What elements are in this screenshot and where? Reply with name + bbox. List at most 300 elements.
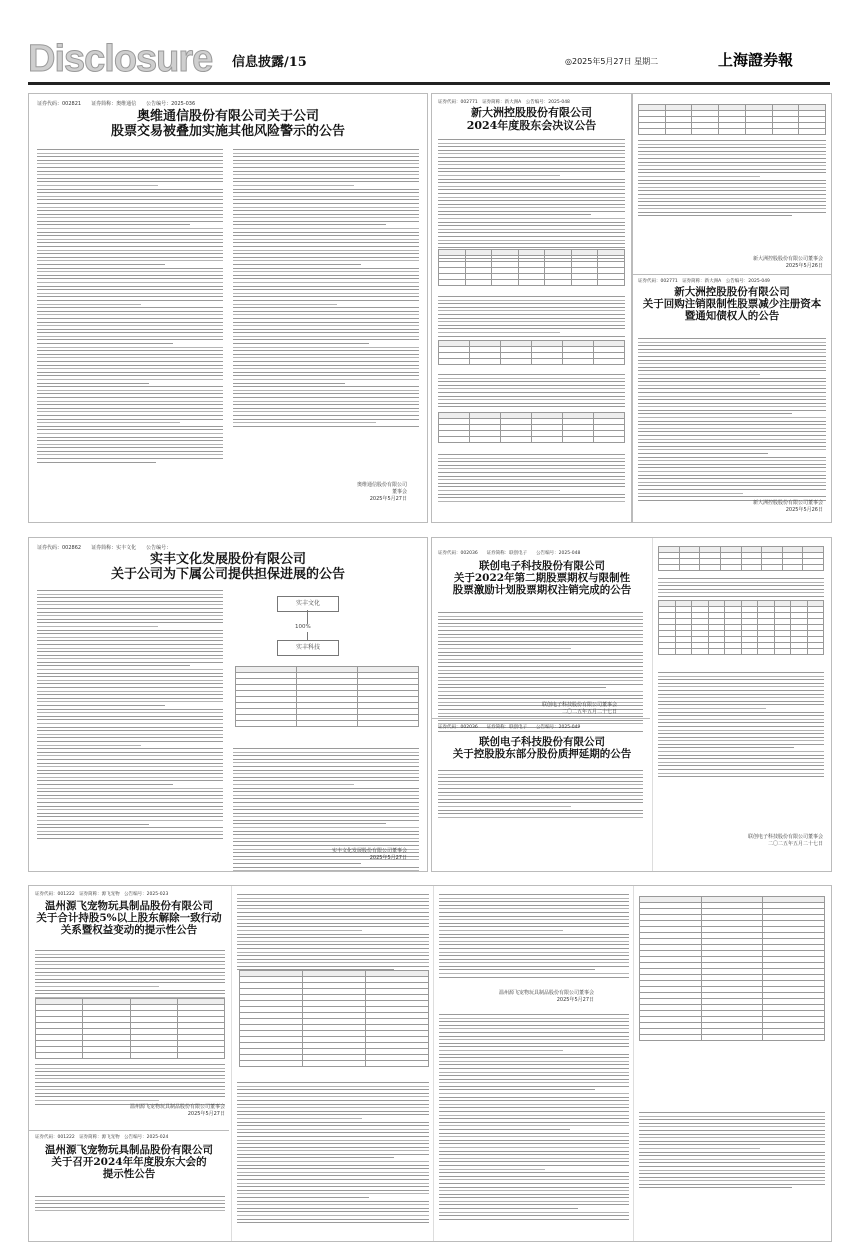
text-line [37, 282, 223, 283]
text-line [37, 723, 223, 724]
text-line [439, 1028, 629, 1029]
text-line [37, 408, 223, 409]
text-line [233, 870, 419, 871]
announcement-body-2 [35, 1064, 225, 1107]
text-line [658, 744, 824, 745]
text-line [233, 286, 419, 287]
text-line [37, 419, 223, 420]
text-line [438, 200, 625, 201]
text-line [439, 1140, 629, 1141]
text-line [237, 1215, 429, 1216]
text-line [37, 325, 223, 326]
text-line [638, 381, 826, 382]
table-cell [803, 565, 824, 571]
text-line [37, 440, 223, 441]
text-line [37, 199, 223, 200]
text-line [438, 314, 625, 315]
text-line [233, 239, 419, 240]
text-line [35, 957, 225, 958]
text-line [438, 644, 643, 645]
table-cell [725, 649, 742, 655]
table-cell [665, 129, 692, 135]
text-line [233, 174, 419, 175]
text-line [638, 215, 792, 216]
text-line [438, 501, 625, 502]
text-line [638, 144, 826, 145]
text-line [439, 973, 629, 974]
table-cell [791, 649, 808, 655]
org-chart-connector [307, 610, 308, 624]
announcement-body-4 [438, 454, 625, 504]
text-line [639, 1126, 825, 1127]
table-cell [236, 721, 297, 727]
text-line [233, 401, 419, 402]
text-line [439, 1122, 629, 1123]
text-line [439, 1125, 629, 1126]
text-line [237, 1186, 429, 1187]
text-line [638, 140, 826, 141]
text-line [37, 806, 223, 807]
text-line [237, 1183, 429, 1184]
text-line [233, 748, 419, 749]
text-line [438, 161, 625, 162]
text-line [233, 372, 419, 373]
text-line [438, 476, 625, 477]
text-line [35, 964, 225, 965]
text-line [37, 228, 223, 229]
announcement-body [638, 338, 826, 503]
text-line [233, 368, 419, 369]
text-line [439, 969, 595, 970]
table-cell [758, 649, 775, 655]
text-line [438, 229, 625, 230]
text-line [439, 1097, 629, 1098]
table-cell [640, 1035, 702, 1041]
text-line [438, 770, 643, 771]
table-cell [439, 359, 470, 365]
text-line [438, 399, 625, 400]
text-line [439, 1183, 629, 1184]
text-line [35, 961, 225, 962]
text-line [233, 332, 419, 333]
text-line [35, 1086, 225, 1087]
text-line [439, 944, 629, 945]
text-line [233, 823, 386, 824]
table-cell [807, 649, 824, 655]
text-line [237, 1086, 429, 1087]
holding-table [35, 998, 225, 1059]
announcement-title-2: 联创电子科技股份有限公司 关于控股股东部分股份质押延期的公告 [452, 736, 632, 761]
signature: 联创电子科技股份有限公司董事会 二〇二五年五月二十七日 [542, 702, 618, 715]
text-line [438, 813, 643, 814]
text-line [237, 1201, 429, 1202]
text-line [37, 644, 223, 645]
continued-body [638, 140, 826, 219]
table-cell [563, 437, 594, 443]
text-line [439, 977, 629, 978]
text-line [438, 472, 625, 473]
text-line [37, 192, 223, 193]
text-line [237, 1172, 429, 1173]
text-line [638, 431, 826, 432]
table-cell [701, 1035, 763, 1041]
text-line [438, 648, 571, 649]
announcement-title-2: 温州源飞宠物玩具制品股份有限公司 关于召开2024年年度股东大会的 提示性公告 [45, 1144, 213, 1181]
text-line [638, 396, 826, 397]
text-line [233, 214, 419, 215]
table-row [640, 1035, 825, 1041]
text-line [438, 214, 591, 215]
text-line [233, 773, 419, 774]
table-cell [692, 129, 719, 135]
text-line [439, 1075, 629, 1076]
text-line [37, 278, 223, 279]
text-line [233, 379, 419, 380]
table-cell [358, 721, 419, 727]
table-cell [774, 649, 791, 655]
text-line [35, 1078, 225, 1079]
proposal-table [239, 970, 429, 1067]
text-line [37, 651, 223, 652]
text-line [37, 210, 223, 211]
text-line [237, 1136, 429, 1137]
text-line [438, 175, 560, 176]
text-line [37, 759, 223, 760]
text-line [233, 802, 419, 803]
text-line [438, 197, 625, 198]
table-cell [762, 565, 783, 571]
text-line [233, 354, 419, 355]
text-line [439, 1212, 629, 1213]
text-line [438, 218, 625, 219]
table-cell [465, 280, 492, 286]
text-line [237, 905, 429, 906]
text-line [37, 275, 223, 276]
text-line [438, 655, 643, 656]
announcement-title: 新大洲控股股份有限公司 2024年度股东会决议公告 [466, 106, 597, 132]
text-line [439, 1219, 629, 1220]
text-line [37, 393, 223, 394]
text-line [37, 350, 223, 351]
text-line [439, 1118, 629, 1119]
text-line [639, 1180, 825, 1181]
table-cell [177, 1053, 224, 1059]
text-line [37, 415, 223, 416]
text-line [37, 221, 223, 222]
text-line [37, 322, 223, 323]
text-line [37, 791, 223, 792]
text-line [638, 176, 760, 177]
text-line [37, 831, 223, 832]
text-line [638, 165, 826, 166]
text-line [237, 901, 429, 902]
text-line [439, 926, 629, 927]
text-line [438, 623, 643, 624]
text-line [658, 704, 824, 705]
text-line [439, 934, 629, 935]
text-line [237, 1147, 429, 1148]
text-line [237, 934, 429, 935]
announcement-title: 实丰文化发展股份有限公司 关于公司为下属公司提供担保进展的公告 [110, 552, 345, 582]
text-line [638, 482, 826, 483]
text-line [233, 260, 419, 261]
signature-2: 联创电子科技股份有限公司董事会 二〇二五年五月二十七日 [747, 834, 823, 847]
text-line [37, 748, 223, 749]
text-line [438, 616, 643, 617]
text-line [233, 419, 419, 420]
text-line [658, 708, 766, 709]
announcement-body [438, 139, 625, 261]
text-line [233, 365, 419, 366]
text-line [439, 1093, 629, 1094]
text-line [438, 612, 643, 613]
text-line [439, 1032, 629, 1033]
text-line [438, 691, 643, 692]
text-line [439, 912, 629, 913]
text-line [233, 386, 419, 387]
text-line [37, 379, 223, 380]
text-line [233, 156, 419, 157]
text-line [37, 615, 223, 616]
text-line [37, 447, 223, 448]
text-line [639, 1162, 825, 1163]
text-line [439, 1021, 629, 1022]
text-line [37, 608, 223, 609]
text-line [37, 271, 223, 272]
text-line [35, 975, 225, 976]
text-line [37, 712, 223, 713]
text-line [233, 838, 419, 839]
text-line [37, 257, 223, 258]
announcement-body [438, 612, 643, 734]
text-line [233, 841, 419, 842]
text-line [37, 687, 223, 688]
announcement-body-2 [438, 296, 625, 339]
text-line [439, 966, 629, 967]
text-line [638, 442, 826, 443]
text-line [638, 417, 826, 418]
text-line [37, 411, 223, 412]
text-line [233, 217, 419, 218]
text-line [233, 300, 419, 301]
text-line [233, 777, 419, 778]
text-line [438, 207, 625, 208]
text-line [233, 271, 419, 272]
text-line [37, 655, 223, 656]
text-line [439, 1082, 629, 1083]
table-cell [470, 437, 501, 443]
text-line [37, 264, 165, 265]
text-line [639, 1116, 825, 1117]
text-line [35, 979, 225, 980]
text-line [237, 1150, 429, 1151]
text-line [233, 153, 419, 154]
text-line [233, 390, 419, 391]
text-line [438, 179, 625, 180]
text-line [233, 199, 419, 200]
table-row [439, 359, 625, 365]
text-line [658, 751, 824, 752]
financial-table [235, 666, 419, 727]
text-line [439, 955, 629, 956]
text-line [37, 802, 223, 803]
text-line [439, 1057, 629, 1058]
text-line [233, 278, 419, 279]
text-line [638, 410, 826, 411]
text-line [638, 342, 826, 343]
text-line [438, 318, 625, 319]
text-line [639, 1152, 825, 1153]
text-line [233, 762, 419, 763]
text-line [37, 311, 223, 312]
signature-2: 温州源飞宠物玩具制品股份有限公司董事会 2025年5月27日 [499, 990, 595, 1003]
announcement-code: 证券代码：002821 证券简称：奥维通信 公告编号：2025-036 [37, 101, 196, 107]
column-rule [652, 538, 653, 871]
org-chart-ratio: 100% [295, 624, 311, 630]
text-line [638, 345, 826, 346]
text-line [37, 745, 141, 746]
text-line [638, 428, 826, 429]
text-line [439, 908, 629, 909]
text-line [37, 680, 223, 681]
masthead [0, 0, 857, 78]
org-chart-parent: 实丰文化 [277, 596, 339, 612]
shareholding-table [658, 600, 824, 655]
text-line [439, 1190, 629, 1191]
text-line [37, 755, 223, 756]
text-line [658, 697, 824, 698]
text-line [233, 759, 419, 760]
text-line [37, 214, 223, 215]
text-line [37, 604, 223, 605]
text-line [233, 268, 419, 269]
text-line [439, 1036, 629, 1037]
text-line [37, 458, 223, 459]
text-line [237, 955, 429, 956]
text-line [233, 813, 419, 814]
text-line [438, 698, 643, 699]
text-line [233, 293, 419, 294]
text-line [439, 952, 629, 953]
announcement-xindazhou-repurchase [632, 93, 832, 523]
text-line [233, 336, 419, 337]
text-line [438, 240, 625, 241]
org-chart-child: 实丰科技 [277, 640, 339, 656]
text-line [233, 196, 419, 197]
text-line [439, 1086, 629, 1087]
text-line [237, 1093, 429, 1094]
text-line [438, 731, 643, 732]
table-cell [741, 649, 758, 655]
text-line [37, 795, 223, 796]
text-line [438, 670, 643, 671]
text-line [439, 1201, 629, 1202]
text-line [658, 585, 824, 586]
text-line [37, 242, 223, 243]
text-line [439, 1179, 629, 1180]
text-line [233, 795, 419, 796]
text-line [438, 634, 643, 635]
text-line [37, 178, 223, 179]
text-line [658, 755, 824, 756]
text-line [439, 948, 629, 949]
text-line [37, 770, 223, 771]
table-cell [719, 129, 746, 135]
text-line [37, 444, 223, 445]
text-line [37, 766, 223, 767]
text-line [233, 221, 419, 222]
text-line [438, 720, 643, 721]
text-line [438, 806, 571, 807]
text-line [37, 838, 223, 839]
text-line [638, 457, 826, 458]
table-cell [303, 1061, 366, 1067]
text-line [233, 149, 419, 150]
text-line [35, 986, 159, 987]
text-line [438, 189, 625, 190]
text-line [439, 905, 629, 906]
table-cell [772, 129, 799, 135]
text-line [233, 408, 419, 409]
text-line [639, 1177, 825, 1178]
text-line [638, 162, 826, 163]
text-line [37, 709, 223, 710]
text-line [438, 465, 625, 466]
table-cell [659, 649, 676, 655]
announcement-lianchuang [431, 537, 832, 872]
text-line [37, 401, 223, 402]
text-line [237, 1165, 429, 1166]
text-line [233, 827, 419, 828]
text-line [639, 1173, 825, 1174]
text-line [658, 672, 824, 673]
text-line [37, 429, 223, 430]
text-line [37, 268, 223, 269]
announcement-code: 证券代码：002862 证券简称：实丰文化 公告编号： [37, 545, 172, 551]
text-line [37, 149, 223, 150]
text-line [37, 422, 180, 423]
text-line [658, 730, 824, 731]
text-line [35, 1075, 225, 1076]
text-line [233, 311, 419, 312]
text-line [37, 167, 223, 168]
text-line [237, 1197, 369, 1198]
text-line [37, 361, 223, 362]
text-line [639, 1123, 825, 1124]
table-cell [492, 280, 519, 286]
text-line [639, 1184, 825, 1185]
text-line [37, 813, 223, 814]
vote-table-3 [438, 412, 625, 443]
text-line [439, 1136, 629, 1137]
text-line [37, 372, 223, 373]
table-cell [598, 280, 625, 286]
text-line [438, 232, 625, 233]
text-line [233, 289, 419, 290]
text-line [37, 640, 223, 641]
text-line [37, 171, 223, 172]
text-line [439, 930, 563, 931]
text-line [438, 381, 625, 382]
text-line [438, 374, 625, 375]
table-cell [36, 1053, 83, 1059]
text-line [438, 458, 625, 459]
text-line [638, 464, 826, 465]
text-line [237, 912, 429, 913]
text-line [237, 1175, 429, 1176]
text-line [439, 1158, 629, 1159]
text-line [37, 788, 223, 789]
